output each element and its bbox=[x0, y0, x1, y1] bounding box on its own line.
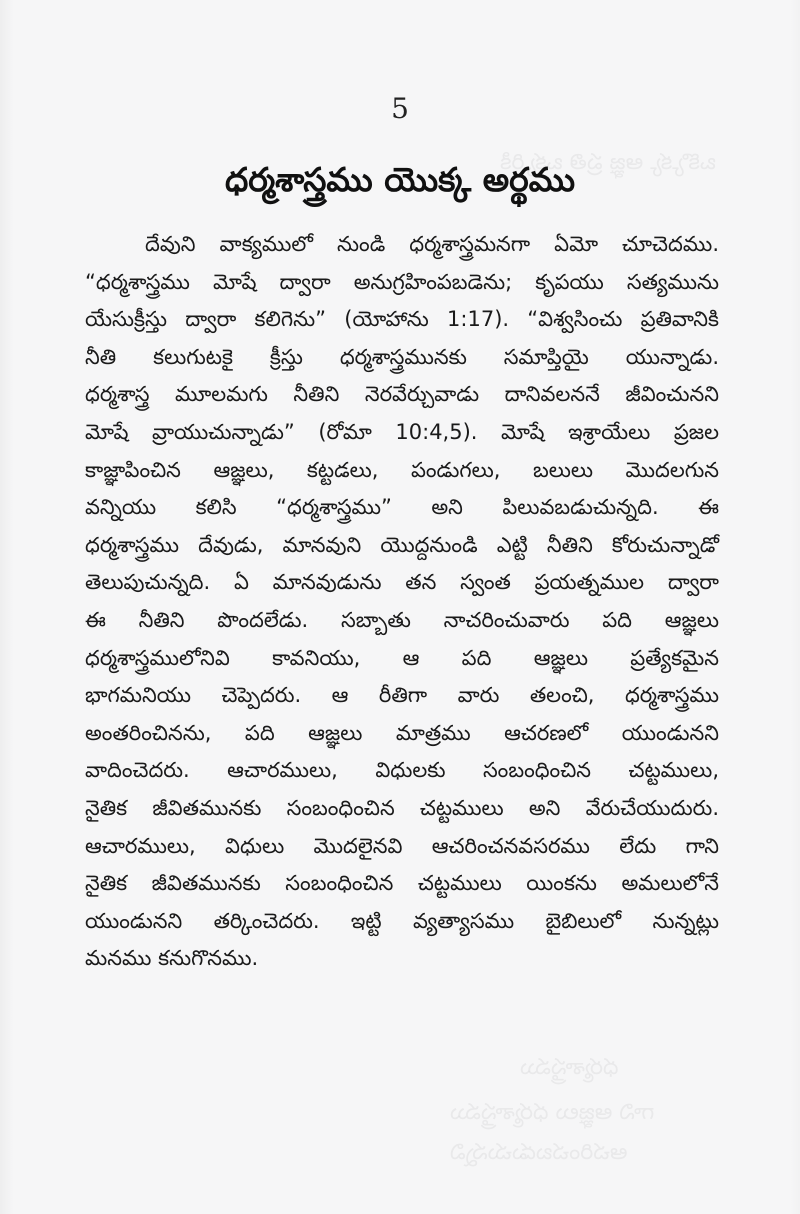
text-line: ధర్మశాస్త్రములోనివి కావనియు, ఆ పది ఆజ్ఞలు ప్రత్యేకమైన bbox=[85, 645, 719, 670]
text-line: తెలుపుచున్నది. ఏ మానవుడును తన స్వంత ప్రయత్నముల ద్వారా bbox=[85, 570, 719, 595]
text-line: అంతరించినను, పది ఆజ్ఞలు మాత్రము ఆచరణలో యుండునని bbox=[85, 720, 719, 745]
text-line: యేసుక్రీస్తు ద్వారా కలిగెను” (యోహాను 1:17). “విశ్వసించు ప్రతివానికి bbox=[85, 307, 719, 332]
chapter-title: ధర్మశాస్త్రము యొక్క అర్థము bbox=[224, 160, 576, 199]
text-line: మోషే వ్రాయుచున్నాడు” (రోమా 10:4,5). మోషే ఇశ్రాయేలు ప్రజల bbox=[85, 419, 719, 444]
text-line: “ధర్మశాస్త్రము మోషే ద్వారా అనుగ్రహింపబడెను; కృపయు సత్యమును bbox=[85, 269, 719, 294]
bleed-through-text: ధర్మశాస్త్రము bbox=[520, 1055, 619, 1080]
text-line: కాజ్ఞాపించిన ఆజ్ఞలు, కట్టడలు, పండుగలు, బలులు మొదలగున bbox=[85, 457, 719, 482]
text-line: భాగమనియు చెప్పెదరు. ఆ రీతిగా వారు తలంచి, ధర్మశాస్త్రము bbox=[85, 683, 719, 708]
text-line: నైతిక జీవితమునకు సంబంధించిన చట్టములు యింకను అమలులోనే bbox=[85, 871, 719, 896]
text-line: ఆచారములు, విధులు మొదలైనవి ఆచరించనవసరము లేదు గాని bbox=[85, 833, 719, 858]
page-number: 5 bbox=[391, 92, 409, 125]
text-line: ధర్మశాస్త్ర మూలమగు నీతిని నెరవేర్చువాడు దానివలననే జీవించునని bbox=[85, 382, 719, 407]
text-line: వాదించెదరు. ఆచారములు, విధులకు సంబంధించిన చట్టములు, bbox=[85, 758, 719, 783]
text-line: యుండునని తర్కించెదరు. ఇట్టి వ్యత్యాసము బైబిలులో నున్నట్లు bbox=[85, 908, 719, 933]
text-line: వన్నియు కలిసి “ధర్మశాస్త్రము” అని పిలువబడుచున్నది. ఈ bbox=[85, 495, 719, 520]
bleed-through-text: ఆచరించబడుచున్నవి bbox=[450, 1140, 628, 1165]
bleed-through-text: గాని ఆజ్ఞలు ధర్మశాస్త్రము bbox=[450, 1100, 655, 1125]
text-line: నైతిక జీవితమునకు సంబంధించిన చట్టములు అని వేరుచేయుదురు. bbox=[85, 795, 719, 820]
text-line: దేవుని వాక్యములో నుండి ధర్మశాస్త్రమనగా ఏమో చూచెదము. bbox=[145, 232, 719, 256]
bleed-through-text: ఒక్కొక్క ఆజ్ఞ ప్రతి ఒక్కరికి bbox=[500, 150, 716, 175]
text-line: మనము కనుగొనము. bbox=[85, 946, 259, 971]
body-paragraph bbox=[85, 226, 719, 978]
text-line: ఈ నీతిని పొందలేడు. సబ్బాతు నాచరించువారు పది ఆజ్ఞలు bbox=[85, 607, 719, 632]
text-line: ధర్మశాస్త్రము దేవుడు, మానవుని యొద్దనుండి ఎట్టి నీతిని కోరుచున్నాడో bbox=[85, 532, 719, 557]
text-line: నీతి కలుగుటకై క్రీస్తు ధర్మశాస్త్రమునకు సమాప్తియై యున్నాడు. bbox=[85, 344, 719, 369]
